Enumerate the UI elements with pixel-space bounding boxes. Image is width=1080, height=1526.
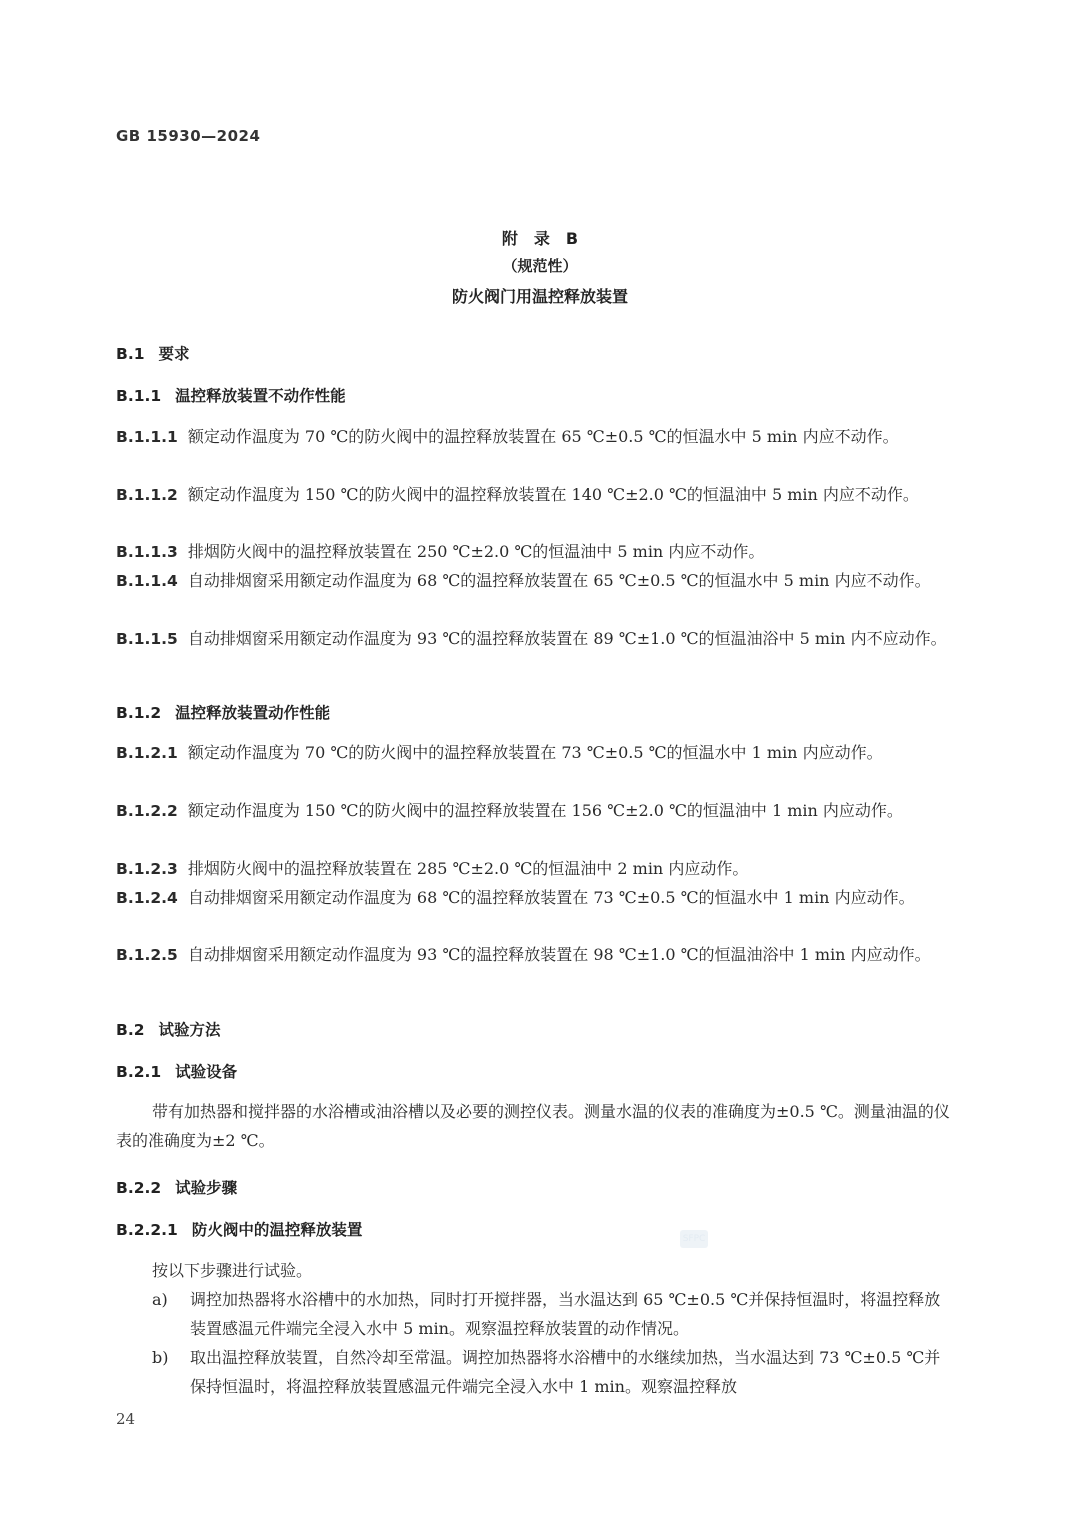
section-number: B.2.2.1 xyxy=(116,1221,178,1239)
clause-number: B.1.1.5 xyxy=(116,630,178,648)
section-b2-1-body: 带有加热器和搅拌器的水浴槽或油浴槽以及必要的测控仪表。测量水温的仪表的准确度为±0.5 ℃。测量油温的仪表的准确度为±2 ℃。 xyxy=(116,1102,950,1150)
section-number: B.1.2 xyxy=(116,704,162,722)
section-b2-heading xyxy=(116,1018,221,1040)
clause-b1-2-5 xyxy=(116,941,954,970)
section-b2-2-1-heading xyxy=(116,1218,362,1240)
section-number: B.1 xyxy=(116,345,145,363)
clause-b1-1-2 xyxy=(116,481,954,510)
annex-title: 防火阀门用温控释放装置 xyxy=(451,287,628,306)
section-b1-heading xyxy=(116,342,190,364)
clause-number: B.1.1.2 xyxy=(116,486,178,504)
clause-number: B.1.2.2 xyxy=(116,802,178,820)
clause-text: 额定动作温度为 150 ℃的防火阀中的温控释放装置在 140 ℃±2.0 ℃的恒温油中 5 min 内应不动作。 xyxy=(187,485,919,504)
procedure-intro: 按以下步骤进行试验。 xyxy=(152,1261,313,1280)
watermark-logo: SFPC xyxy=(680,1230,708,1248)
procedure-step xyxy=(152,1286,952,1343)
clause-text: 自动排烟窗采用额定动作温度为 68 ℃的温控释放装置在 65 ℃±0.5 ℃的恒温水中 5 min 内应不动作。 xyxy=(187,571,931,590)
clause-text: 自动排烟窗采用额定动作温度为 93 ℃的温控释放装置在 89 ℃±1.0 ℃的恒温油浴中 5 min 内不应动作。 xyxy=(187,629,947,648)
clause-text: 额定动作温度为 70 ℃的防火阀中的温控释放装置在 65 ℃±0.5 ℃的恒温水中 5 min 内应不动作。 xyxy=(187,427,899,446)
section-b2-2-heading xyxy=(116,1176,237,1198)
clause-b1-1-1 xyxy=(116,423,954,452)
step-text: 调控加热器将水浴槽中的水加热，同时打开搅拌器，当水温达到 65 ℃±0.5 ℃并保持恒温时，将温控释放装置感温元件端完全浸入水中 5 min。观察温控释放装置的动作情况。 xyxy=(190,1290,941,1338)
clause-number: B.1.2.1 xyxy=(116,744,178,762)
step-marker: b) xyxy=(152,1348,169,1367)
section-number: B.2.2 xyxy=(116,1179,162,1197)
clause-number: B.1.2.4 xyxy=(116,889,178,907)
clause-b1-1-3 xyxy=(116,538,954,567)
clause-text: 排烟防火阀中的温控释放装置在 285 ℃±2.0 ℃的恒温油中 2 min 内应动作。 xyxy=(187,859,749,878)
section-b1-2-heading xyxy=(116,701,330,723)
clause-number: B.1.2.5 xyxy=(116,946,178,964)
clause-number: B.1.1.4 xyxy=(116,572,178,590)
clause-text: 自动排烟窗采用额定动作温度为 68 ℃的温控释放装置在 73 ℃±0.5 ℃的恒温水中 1 min 内应动作。 xyxy=(187,888,915,907)
clause-b1-2-3 xyxy=(116,855,954,884)
clause-number: B.1.1.1 xyxy=(116,428,178,446)
section-number: B.2 xyxy=(116,1021,145,1039)
clause-b1-1-4 xyxy=(116,567,954,596)
step-marker: a) xyxy=(152,1290,168,1309)
clause-text: 额定动作温度为 150 ℃的防火阀中的温控释放装置在 156 ℃±2.0 ℃的恒温油中 1 min 内应动作。 xyxy=(187,801,903,820)
section-title: 温控释放装置动作性能 xyxy=(175,704,331,722)
section-title: 要求 xyxy=(158,345,190,363)
section-b2-1-heading xyxy=(116,1060,237,1082)
page-number: 24 xyxy=(116,1410,136,1428)
clause-text: 排烟防火阀中的温控释放装置在 250 ℃±2.0 ℃的恒温油中 5 min 内应不动作。 xyxy=(187,542,765,561)
section-number: B.2.1 xyxy=(116,1063,162,1081)
clause-b1-1-5 xyxy=(116,625,954,654)
clause-number: B.1.2.3 xyxy=(116,860,178,878)
step-text: 取出温控释放装置，自然冷却至常温。调控加热器将水浴槽中的水继续加热，当水温达到 73 ℃±0.5 ℃并保持恒温时，将温控释放装置感温元件端完全浸入水中 1 min。观察温控释放 xyxy=(190,1348,941,1396)
clause-b1-2-1 xyxy=(116,739,954,768)
section-title: 试验方法 xyxy=(158,1021,221,1039)
section-b1-1-heading xyxy=(116,384,346,406)
section-title: 温控释放装置不动作性能 xyxy=(175,387,346,405)
section-title: 试验设备 xyxy=(175,1063,238,1081)
clause-text: 自动排烟窗采用额定动作温度为 93 ℃的温控释放装置在 98 ℃±1.0 ℃的恒温油浴中 1 min 内应动作。 xyxy=(187,945,931,964)
clause-text: 额定动作温度为 70 ℃的防火阀中的温控释放装置在 73 ℃±0.5 ℃的恒温水中 1 min 内应动作。 xyxy=(187,743,883,762)
clause-b1-2-4 xyxy=(116,884,954,913)
clause-b1-2-2 xyxy=(116,797,954,826)
standard-number: GB 15930—2024 xyxy=(116,127,261,145)
annex-type: （规范性） xyxy=(502,257,578,275)
section-number: B.1.1 xyxy=(116,387,162,405)
section-title: 试验步骤 xyxy=(175,1179,238,1197)
procedure-step xyxy=(152,1344,952,1401)
clause-number: B.1.1.3 xyxy=(116,543,178,561)
annex-label: 附 录 B xyxy=(501,229,579,248)
section-title: 防火阀中的温控释放装置 xyxy=(191,1221,363,1239)
